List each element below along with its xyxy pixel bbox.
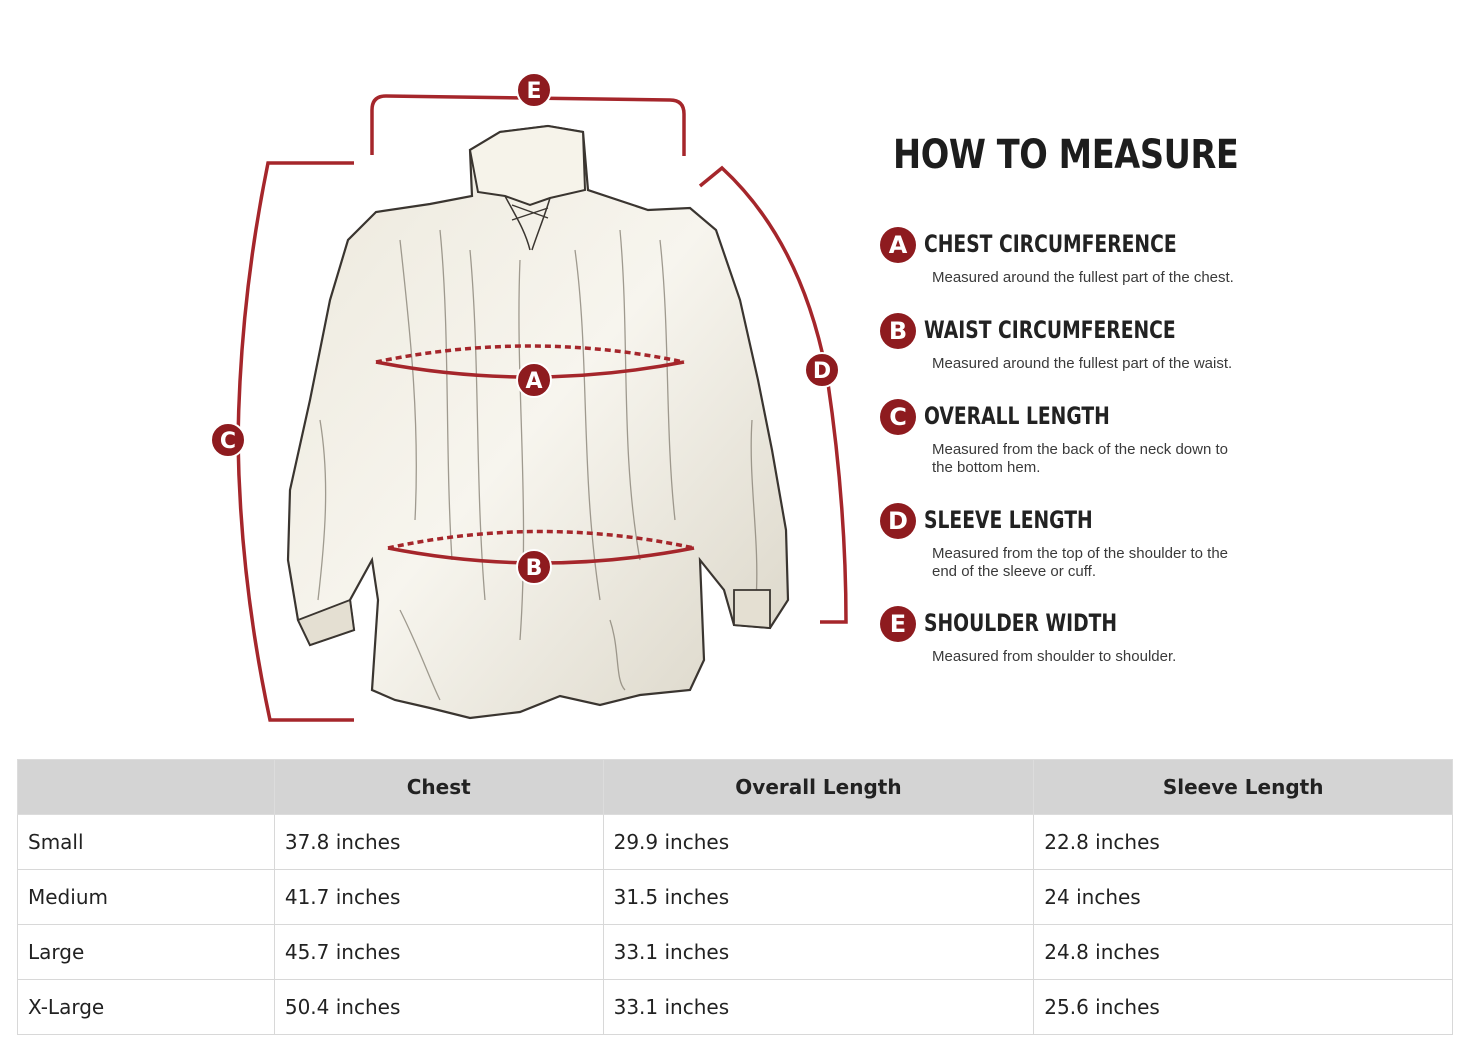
header-overall-length: Overall Length [603,760,1034,815]
header-size [18,760,275,815]
page-title: HOW TO MEASURE [893,132,1239,178]
svg-text:D: D [812,359,832,384]
chest-value: 41.7 inches [274,870,603,925]
size-chart-table [17,759,1453,1035]
legend-badge: D [880,503,916,539]
size-name: X-Large [18,980,275,1035]
table-row [18,980,1453,1035]
legend-heading: SHOULDER WIDTH [924,609,1118,637]
legend-badge: A [880,227,916,263]
chest-value: 50.4 inches [274,980,603,1035]
legend-badge: C [880,399,916,435]
header-sleeve-length: Sleeve Length [1034,760,1453,815]
legend-badge: E [880,606,916,642]
svg-text:A: A [525,369,543,394]
size-name: Large [18,925,275,980]
legend-heading: WAIST CIRCUMFERENCE [924,316,1176,344]
sleeve-length-value: 24 inches [1034,870,1453,925]
sleeve-length-value: 24.8 inches [1034,925,1453,980]
legend-description: Measured from shoulder to shoulder. [932,648,1177,665]
legend-description: Measured from the top of the shoulder to the end of the sleeve or cuff. [932,545,1229,580]
header-chest: Chest [274,760,603,815]
legend-heading: SLEEVE LENGTH [924,506,1093,534]
table-row [18,925,1453,980]
svg-text:C: C [219,429,237,454]
legend-description: Measured around the fullest part of the chest. [932,269,1234,286]
badge-d [805,353,839,387]
legend-heading: CHEST CIRCUMFERENCE [924,230,1177,258]
size-name: Medium [18,870,275,925]
legend-badge: B [880,313,916,349]
shirt-illustration [288,126,788,718]
sleeve-length-value: 25.6 inches [1034,980,1453,1035]
sleeve-length-value: 22.8 inches [1034,815,1453,870]
legend-heading: OVERALL LENGTH [924,402,1110,430]
table-header-row [18,760,1453,815]
badge-e [517,73,551,107]
svg-text:B: B [525,556,543,581]
table-row [18,870,1453,925]
overall-length-value: 33.1 inches [603,925,1034,980]
badge-c [211,423,245,457]
chest-value: 45.7 inches [274,925,603,980]
badge-a [517,363,551,397]
overall-length-value: 29.9 inches [603,815,1034,870]
size-name: Small [18,815,275,870]
legend-description: Measured from the back of the neck down to the bottom hem. [932,441,1228,476]
badge-b [517,550,551,584]
overall-length-value: 31.5 inches [603,870,1034,925]
svg-text:E: E [526,79,542,104]
legend-description: Measured around the fullest part of the waist. [932,355,1233,372]
overall-length-value: 33.1 inches [603,980,1034,1035]
chest-value: 37.8 inches [274,815,603,870]
table-row [18,815,1453,870]
